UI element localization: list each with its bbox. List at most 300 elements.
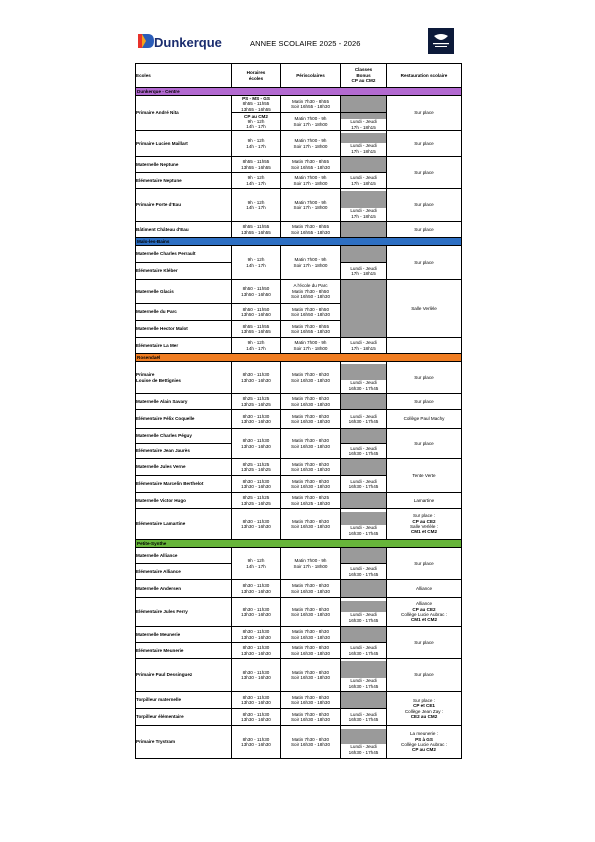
- cell-text: Soir 16h30 - 18h30: [290, 700, 331, 706]
- table-cell: [232, 548, 281, 580]
- table-row: [136, 189, 462, 222]
- table-cell: [341, 338, 387, 354]
- cell-text: CP au CM2: [351, 78, 376, 84]
- cell-text: 8h30 - 11h30: [242, 372, 270, 378]
- cell-text: 13h30 - 16h30: [241, 443, 271, 449]
- table-row: [136, 509, 462, 540]
- cell-text: 16h30 - 17h45: [348, 419, 379, 425]
- table-cell: Sur place: [387, 394, 462, 410]
- cell-text: Lundi - Jeudi: [350, 478, 377, 484]
- table-cell: [341, 280, 387, 338]
- cell-text: Lundi - Jeudi: [350, 612, 377, 618]
- cell-text: 14h - 17h: [246, 124, 266, 130]
- cell-text: Matin 7h30 - 8h50: [291, 288, 330, 294]
- cell-text: Soir 16h30 - 18h30: [290, 484, 331, 490]
- table-cell: [281, 321, 341, 338]
- cell-text: 8h25 - 11h25: [242, 461, 270, 467]
- table-cell: [232, 173, 281, 189]
- cell-text: Sur place :: [413, 513, 435, 519]
- cell-text: PS - MS - GS: [242, 96, 270, 101]
- table-cell: Dunkerque - Centre: [136, 88, 462, 96]
- cell-text: Matin 7h30 - 8h50: [291, 306, 330, 312]
- cell-text: CP et CE1: [413, 703, 435, 709]
- cell-text: Lundi - Jeudi: [350, 645, 377, 651]
- table-cell: [232, 131, 281, 157]
- cell-text: Lundi - Jeudi: [350, 208, 377, 214]
- cell-text: Soir 16h30 - 18h30: [290, 524, 331, 530]
- cell-text: 9h - 12h: [247, 257, 265, 263]
- cell-text: Lundi - Jeudi: [350, 445, 377, 451]
- cell-text: 14h - 17h: [246, 563, 266, 569]
- table-row: [136, 459, 462, 476]
- table-cell: [281, 189, 341, 222]
- cell-text: 13h30 - 16h30: [241, 634, 271, 640]
- cell-text: 8h55 - 11h55: [242, 323, 270, 329]
- cell-text: 8h55 - 11h55: [242, 101, 270, 107]
- cell-text: Soir 17h - 18h00: [293, 262, 328, 268]
- table-cell: [281, 493, 341, 509]
- table-cell: [341, 598, 387, 627]
- table-cell: [341, 692, 387, 709]
- cell-text: Soir 16h30 - 18h30: [290, 377, 331, 383]
- cell-text: Lundi - Jeudi: [350, 340, 377, 346]
- table-cell: [232, 362, 281, 394]
- cell-text: 8h30 - 11h30: [242, 583, 270, 589]
- table-cell: [387, 598, 462, 627]
- table-cell: Elémentaire Jean Jaurès: [136, 444, 232, 459]
- cell-text: Lundi - Jeudi: [350, 711, 377, 717]
- cell-text: Soir 17h - 18h00: [293, 345, 328, 351]
- cell-text: Collège Lucie Aubrac :: [401, 742, 447, 748]
- table-cell: Primaire Paul Dessinguez: [136, 659, 232, 692]
- cell-text: Soir 16h30 - 18h30: [290, 717, 331, 723]
- table-cell: Maternelle Jules Verne: [136, 459, 232, 476]
- table-cell: [281, 362, 341, 394]
- cell-text: 13h30 - 16h30: [241, 742, 271, 748]
- table-cell: [232, 709, 281, 726]
- cell-text: 8h50 - 11h50: [242, 286, 270, 292]
- table-cell: [341, 659, 387, 692]
- table-cell: Maternelle Glacis: [136, 280, 232, 304]
- cell-text: CM1 et CM2: [410, 529, 438, 535]
- table-cell: [281, 459, 341, 476]
- cell-text: [341, 729, 386, 744]
- cell-text: 13h50 - 16h50: [241, 291, 271, 297]
- table-cell: [281, 131, 341, 157]
- table-cell: [232, 509, 281, 540]
- table-cell: Torpilleur maternelle: [136, 692, 232, 709]
- cell-text: Matin 7h30 - 8h30: [291, 694, 330, 700]
- cell-text: 16h30 - 17h45: [348, 683, 379, 689]
- cell-text: Collège Jean Zay :: [404, 708, 444, 714]
- table-cell: [341, 580, 387, 598]
- table-cell: [232, 410, 281, 429]
- cell-text: Bonus: [356, 72, 371, 78]
- cell-text: Matin 7h30 - 8h55: [291, 98, 330, 104]
- table-cell: Malo-les-Bains: [136, 238, 462, 246]
- cell-text: 13h25 - 16h25: [241, 500, 271, 506]
- table-cell: [341, 189, 387, 222]
- cell-text: 8h25 - 11h25: [242, 495, 270, 501]
- table-row: [136, 131, 462, 157]
- table-cell: Sur place: [387, 157, 462, 189]
- cell-text: Matin 7h00 - 9h: [294, 138, 327, 144]
- table-cell: [281, 627, 341, 643]
- cell-text: Matin 7h30 - 8h30: [291, 461, 330, 467]
- cell-text: CP au CM2: [244, 113, 268, 119]
- cell-text: 17h - 18h15: [351, 345, 376, 351]
- table-cell: [341, 509, 387, 540]
- cell-text: 8h30 - 11h30: [242, 413, 270, 419]
- cell-text: Louise de Bettignies: [136, 377, 181, 383]
- cell-text: 8h30 - 11h30: [242, 736, 270, 742]
- cell-text: Horaires: [246, 70, 266, 76]
- table-cell: [232, 222, 281, 238]
- table-cell: [232, 459, 281, 476]
- table-cell: [281, 726, 341, 759]
- table-cell: [232, 280, 281, 304]
- cell-text: Matin 7h30 - 8h30: [291, 372, 330, 378]
- cell-text: Soir 16h30 - 18h30: [290, 650, 331, 656]
- table-cell: [232, 304, 281, 321]
- table-cell: [341, 548, 387, 564]
- table-cell: [281, 280, 341, 304]
- table-row: [136, 394, 462, 410]
- cell-text: 14h - 17h: [246, 262, 266, 268]
- cell-text: CP au CE2: [412, 518, 436, 524]
- table-cell: [281, 548, 341, 580]
- cell-text: Soir 16h55 - 18h30: [290, 329, 331, 335]
- table-row: [136, 222, 462, 238]
- cell-text: 9h - 12h: [247, 175, 265, 181]
- table-cell: [281, 246, 341, 280]
- cell-text: 13h30 - 16h30: [241, 524, 271, 530]
- col-header-restauration: Restauration scolaire: [387, 64, 462, 88]
- cell-text: 8h30 - 11h30: [242, 518, 270, 524]
- cell-text: Lundi - Jeudi: [350, 566, 377, 572]
- table-cell: Sur place: [387, 659, 462, 692]
- table-cell: [341, 394, 387, 410]
- page-title: ANNEE SCOLAIRE 2025 - 2026: [250, 39, 361, 48]
- table-cell: [387, 726, 462, 759]
- table-cell: Elémentaire Neptune: [136, 173, 232, 189]
- table-cell: Tente Verte: [387, 459, 462, 493]
- cell-text: Lundi - Jeudi: [350, 678, 377, 684]
- table-cell: Elémentaire Félix Coquelle: [136, 410, 232, 429]
- table-cell: Maternelle du Parc: [136, 304, 232, 321]
- cell-text: Matin 7h30 - 8h30: [291, 736, 330, 742]
- cell-text: Lundi - Jeudi: [350, 525, 377, 531]
- cell-text: 13h30 - 16h30: [241, 650, 271, 656]
- cell-text: Lundi - Jeudi: [350, 175, 377, 181]
- cell-text: 17h - 18h15: [351, 271, 376, 277]
- table-cell: Bâtiment Château d'Eau: [136, 222, 232, 238]
- cell-text: 16h30 - 17h45: [348, 617, 379, 623]
- cell-text: Matin 7h00 - 9h: [294, 116, 327, 122]
- table-cell: [136, 362, 232, 394]
- cell-text: [341, 133, 386, 143]
- cell-text: Sur place :: [413, 697, 435, 703]
- table-cell: [341, 246, 387, 263]
- cell-text: Matin 7h30 - 8h55: [291, 159, 330, 165]
- cell-text: 13h50 - 16h50: [241, 312, 271, 318]
- cell-text: 16h30 - 17h45: [348, 717, 379, 723]
- table-cell: [341, 444, 387, 459]
- table-cell: Primaire Porte d'Eau: [136, 189, 232, 222]
- cell-text: Matin 7h30 - 8h30: [291, 583, 330, 589]
- cell-text: Matin 7h30 - 8h30: [291, 629, 330, 635]
- cell-text: 13h55 - 16h55: [241, 329, 271, 335]
- cell-text: 8h30 - 11h30: [242, 438, 270, 444]
- cell-text: Soir 16h55 - 18h30: [290, 104, 331, 110]
- table-cell: [232, 429, 281, 459]
- cell-text: CP au CE2: [412, 606, 436, 612]
- table-cell: [281, 643, 341, 659]
- cell-text: Matin 7h30 - 8h30: [291, 606, 330, 612]
- cell-text: CP au CM2: [412, 747, 436, 753]
- table-row: [136, 280, 462, 304]
- table-cell: [341, 96, 387, 113]
- cell-text: Matin 7h00 - 9h: [294, 199, 327, 205]
- cell-text: 8h30 - 11h30: [242, 478, 270, 484]
- schedule-table: [135, 63, 462, 759]
- cell-text: 13h30 - 16h30: [241, 377, 271, 383]
- cell-text: 16h30 - 17h45: [348, 385, 379, 391]
- col-header-classes-bonus: [341, 64, 387, 88]
- table-row: [136, 548, 462, 564]
- table-cell: Sur place: [387, 548, 462, 580]
- table-cell: [232, 692, 281, 709]
- table-row: [136, 338, 462, 354]
- cell-text: 8h30 - 11h30: [242, 711, 270, 717]
- cell-text: 8h55 - 11h55: [242, 159, 270, 165]
- table-cell: Elémentaire Marcelin Berthelot: [136, 476, 232, 493]
- cell-text: [341, 661, 386, 678]
- table-cell: Primaire André Nita: [136, 96, 232, 131]
- table-row: [136, 692, 462, 709]
- table-row: [136, 726, 462, 759]
- table-cell: Primaire Trystram: [136, 726, 232, 759]
- cell-text: PS à GS: [415, 736, 433, 742]
- zone-row-malo: [136, 238, 462, 246]
- cell-text: 13h25 - 16h25: [241, 467, 271, 473]
- cell-text: Lundi - Jeudi: [350, 413, 377, 419]
- table-cell: [281, 476, 341, 493]
- cell-text: 13h30 - 16h30: [241, 419, 271, 425]
- table-row: [136, 362, 462, 394]
- cell-text: Soir 16h50 - 18h30: [290, 312, 331, 318]
- table-row: [136, 410, 462, 429]
- cell-text: 8h30 - 11h30: [242, 606, 270, 612]
- cell-text: Matin 7h30 - 8h30: [291, 518, 330, 524]
- table-cell: [281, 429, 341, 459]
- cell-text: Matin 7h30 - 8h30: [291, 645, 330, 651]
- cell-text: 13h30 - 16h30: [241, 717, 271, 723]
- table-cell: [341, 459, 387, 476]
- table-cell: Lamartine: [387, 493, 462, 509]
- cell-text: Soir 16h55 - 18h30: [290, 164, 331, 170]
- table-header-row: [136, 64, 462, 88]
- table-cell: [341, 476, 387, 493]
- logo-text: Dunkerque: [154, 35, 222, 50]
- table-cell: [232, 493, 281, 509]
- table-cell: [341, 429, 387, 444]
- table-cell: Sur place: [387, 222, 462, 238]
- table-row: [136, 659, 462, 692]
- table-cell: Primaire Lucien Maillart: [136, 131, 232, 157]
- table-row: [136, 96, 462, 113]
- table-cell: Collège Paul Machy: [387, 410, 462, 429]
- cell-text: Matin 7h30 - 8h30: [291, 669, 330, 675]
- table-cell: Maternelle Andersen: [136, 580, 232, 598]
- cell-text: A l'école du Parc: [293, 283, 328, 289]
- table-row: [136, 429, 462, 444]
- table-cell: [341, 222, 387, 238]
- cell-text: 17h - 18h15: [351, 148, 376, 154]
- table-cell: Maternelle Meunerie: [136, 627, 232, 643]
- cell-text: Soir 16h50 - 18h30: [290, 294, 331, 300]
- cell-text: 17h - 18h15: [351, 180, 376, 186]
- col-header-horaires: [232, 64, 281, 88]
- table-cell: Petite-Synthe: [136, 540, 462, 548]
- table-cell: [232, 338, 281, 354]
- cell-text: Lundi - Jeudi: [350, 744, 377, 750]
- cell-text: 8h30 - 11h30: [242, 669, 270, 675]
- table-cell: [232, 643, 281, 659]
- table-cell: Alliance: [387, 580, 462, 598]
- table-cell: Elémentaire Lamartine: [136, 509, 232, 540]
- col-header-ecoles: Ecoles: [136, 64, 232, 88]
- table-cell: [387, 509, 462, 540]
- table-cell: Sur place: [387, 189, 462, 222]
- table-cell: [232, 659, 281, 692]
- table-cell: [232, 627, 281, 643]
- cell-text: Matin 7h00 - 9h: [294, 257, 327, 263]
- table-cell: Elémentaire Kléber: [136, 263, 232, 280]
- table-cell: Maternelle Charles Péguy: [136, 429, 232, 444]
- cell-text: 9h - 12h: [247, 558, 265, 564]
- table-cell: Sur place: [387, 627, 462, 659]
- cell-text: Soir 16h55 - 18h30: [290, 229, 331, 235]
- cell-text: CE2 au CM2: [410, 713, 438, 719]
- table-cell: [281, 338, 341, 354]
- cell-text: Salle Verlèle :: [409, 524, 439, 530]
- cell-text: 14h - 17h: [246, 143, 266, 149]
- table-cell: Maternelle Alliance: [136, 548, 232, 564]
- table-cell: Maternelle Alain Savary: [136, 394, 232, 410]
- table-cell: [387, 692, 462, 726]
- zone-row-centre: [136, 88, 462, 96]
- cell-text: Soir 16h30 - 18h30: [290, 588, 331, 594]
- cell-text: Matin 7h30 - 8h55: [291, 323, 330, 329]
- cell-text: 13h30 - 16h30: [241, 484, 271, 490]
- cell-text: 13h30 - 16h30: [241, 612, 271, 618]
- table-cell: [281, 410, 341, 429]
- table-cell: Rosendaël: [136, 354, 462, 362]
- table-cell: [232, 113, 281, 131]
- cell-text: CM1 et CM2: [410, 617, 438, 623]
- table-row: [136, 157, 462, 173]
- cell-text: Soir 17h - 18h00: [293, 563, 328, 569]
- cell-text: Lundi - Jeudi: [350, 265, 377, 271]
- table-row: [136, 580, 462, 598]
- cell-text: Classes: [354, 67, 373, 73]
- table-cell: [341, 709, 387, 726]
- dunkerque-logo: [138, 32, 226, 52]
- table-cell: [232, 321, 281, 338]
- table-cell: Maternelle Victor Hugo: [136, 493, 232, 509]
- table-cell: [232, 157, 281, 173]
- cell-text: Soir 17h - 18h00: [293, 121, 328, 127]
- cell-text: [341, 601, 386, 612]
- cell-text: Lundi - Jeudi: [350, 143, 377, 149]
- cell-text: [341, 364, 386, 380]
- cell-text: [341, 191, 386, 208]
- cell-text: Soir 16h30 - 18h30: [290, 742, 331, 748]
- cell-text: 9h - 12h: [247, 199, 265, 205]
- table-cell: [232, 394, 281, 410]
- cell-text: Soir 16h30 - 18h30: [290, 675, 331, 681]
- table-cell: [341, 113, 387, 131]
- cell-text: 16h30 - 17h45: [348, 571, 379, 577]
- cell-text: 13h55 - 16h55: [241, 106, 271, 112]
- table-cell: [232, 580, 281, 598]
- cell-text: 17h - 18h15: [351, 213, 376, 219]
- table-cell: [341, 362, 387, 394]
- cell-text: Matin 7h00 - 9h: [294, 340, 327, 346]
- cell-text: Soir 17h - 18h00: [293, 143, 328, 149]
- table-cell: [387, 338, 462, 354]
- table-cell: [281, 692, 341, 709]
- table-cell: [341, 627, 387, 643]
- table-cell: Torpilleur élémentaire: [136, 709, 232, 726]
- cell-text: 8h30 - 11h30: [242, 629, 270, 635]
- col-header-periscolaire: Périscolaires: [281, 64, 341, 88]
- cell-text: écoles: [248, 75, 264, 81]
- cell-text: 14h - 17h: [246, 345, 266, 351]
- table-cell: [232, 726, 281, 759]
- cell-text: 16h30 - 17h45: [348, 749, 379, 755]
- cell-text: 8h30 - 11h30: [242, 645, 270, 651]
- cell-text: Matin 7h30 - 8h25: [291, 495, 330, 501]
- table-cell: [341, 263, 387, 280]
- zone-row-petite-synthe: [136, 540, 462, 548]
- cell-text: Matin 7h30 - 8h30: [291, 711, 330, 717]
- cell-text: Soir 16h30 - 18h30: [290, 467, 331, 473]
- government-logo: [428, 28, 454, 54]
- cell-text: 13h30 - 16h30: [241, 700, 271, 706]
- table-cell: Elémentaire La Mer: [136, 338, 232, 354]
- cell-text: Matin 7h30 - 8h30: [291, 478, 330, 484]
- cell-text: Soir 16h30 - 18h30: [290, 634, 331, 640]
- table-cell: [341, 131, 387, 157]
- table-cell: [281, 113, 341, 131]
- cell-text: 8h30 - 11h30: [242, 694, 270, 700]
- cell-text: Matin 7h30 - 8h30: [291, 438, 330, 444]
- cell-text: Soir 16h30 - 18h30: [290, 401, 331, 407]
- cell-text: 9h - 12h: [247, 138, 265, 144]
- table-cell: [341, 564, 387, 580]
- table-cell: Elémentaire Alliance: [136, 564, 232, 580]
- cell-text: Soir 16h30 - 18h30: [290, 419, 331, 425]
- cell-text: Alliance: [415, 601, 433, 607]
- table-cell: [341, 726, 387, 759]
- table-cell: Sur place: [387, 246, 462, 280]
- table-cell: [341, 643, 387, 659]
- table-cell: [232, 96, 281, 113]
- table-cell: [281, 709, 341, 726]
- table-cell: [232, 246, 281, 280]
